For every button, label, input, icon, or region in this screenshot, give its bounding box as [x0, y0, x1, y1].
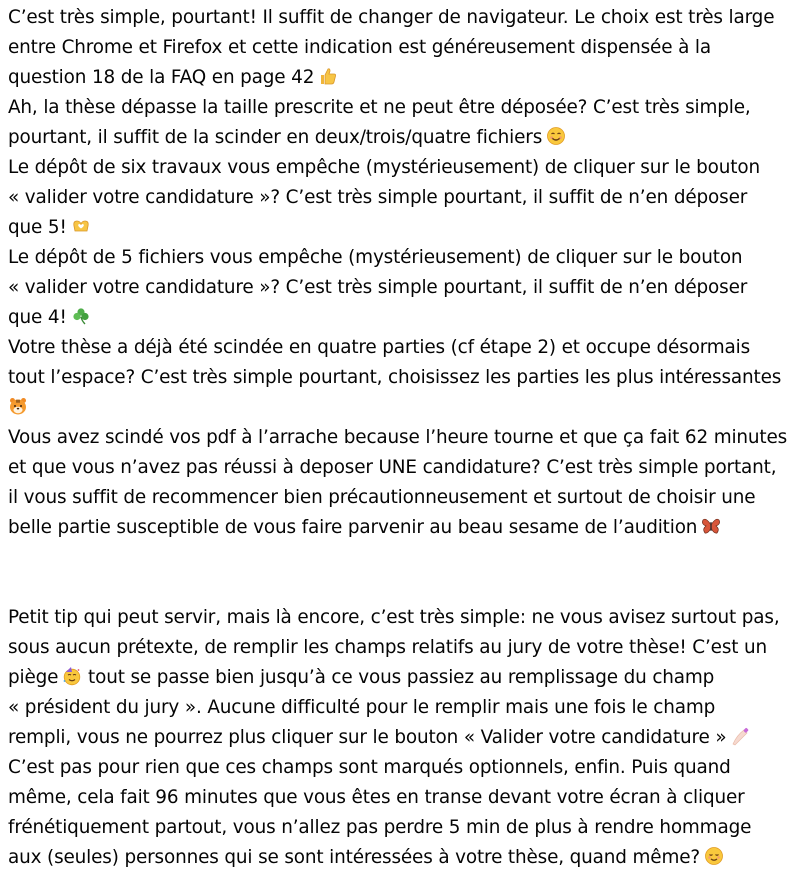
post-line: et que vous n’avez pas réussi à deposer UNE candidature? C’est très simple portant,: [8, 457, 777, 478]
post-line: « valider votre candidature »? C’est très simple pourtant, il suffit de n’en déposer: [8, 277, 748, 298]
partying-face-icon: [62, 666, 82, 686]
post-line: il vous suffit de recommencer bien précautionneusement et surtout de choisir une: [8, 487, 756, 508]
post-line: Le dépôt de 5 fichiers vous empêche (mystérieusement) de cliquer sur le bouton: [8, 247, 743, 268]
nail-polish-icon: [731, 726, 751, 746]
post-line: que 4!: [8, 303, 787, 333]
post-line: que 5!: [8, 213, 787, 243]
post-line: frénétiquement partout, vous n’allez pas perdre 5 min de plus à rendre hommage: [8, 817, 752, 838]
post-line: Votre thèse a déjà été scindée en quatre parties (cf étape 2) et occupe désormais: [8, 337, 751, 358]
post-line: pourtant, il suffit de la scinder en deux/trois/quatre fichiers: [8, 123, 787, 153]
post-line: « président du jury ». Aucune difficulté pour le remplir mais une fois le champ: [8, 697, 716, 718]
post-line: C’est pas pour rien que ces champs sont marqués optionnels, enfin. Puis quand: [8, 757, 731, 778]
post-line: rempli, vous ne pourrez plus cliquer sur le bouton « Valider votre candidature »: [8, 723, 787, 753]
relieved-face-icon: [704, 846, 724, 866]
post-line: belle partie susceptible de vous faire parvenir au beau sesame de l’audition: [8, 513, 787, 543]
post-line: [8, 393, 787, 423]
post-line: C’est très simple, pourtant! Il suffit de changer de navigateur. Le choix est très large: [8, 7, 775, 28]
post-line: question 18 de la FAQ en page 42: [8, 63, 787, 93]
post-line: piège tout se passe bien jusqu’à ce vous passiez au remplissage du champ: [8, 667, 715, 688]
post-line: Le dépôt de six travaux vous empêche (mystérieusement) de cliquer sur le bouton: [8, 157, 760, 178]
post-line: « valider votre candidature »? C’est très simple pourtant, il suffit de n’en déposer: [8, 187, 748, 208]
post-line: aux (seules) personnes qui se sont intéressées à votre thèse, quand même?: [8, 843, 787, 873]
post-line: Ah, la thèse dépasse la taille prescrite et ne peut être déposée? C’est très simple,: [8, 97, 751, 118]
butterfly-icon: [701, 516, 721, 536]
heart-hands-icon: [71, 216, 91, 236]
smiling-face-icon: [546, 126, 566, 146]
post-line: sous aucun prétexte, de remplir les champs relatifs au jury de votre thèse! C’est un: [8, 637, 768, 658]
blank-line: [8, 543, 787, 573]
thumbs-up-icon: [318, 66, 338, 86]
tiger-face-icon: [8, 396, 28, 416]
post-line: Petit tip qui peut servir, mais là encore, c’est très simple: ne vous avisez surtout pas,: [8, 607, 780, 628]
post-line: entre Chrome et Firefox et cette indication est généreusement dispensée à la: [8, 37, 711, 58]
post-line: même, cela fait 96 minutes que vous êtes en transe devant votre écran à cliquer: [8, 787, 745, 808]
shamrock-icon: [71, 306, 91, 326]
post-line: Vous avez scindé vos pdf à l’arrache because l’heure tourne et que ça fait 62 minutes: [8, 427, 787, 448]
blank-line: [8, 573, 787, 603]
post-text: [8, 3, 787, 873]
post-line: tout l’espace? C’est très simple pourtant, choisissez les parties les plus intéressantes: [8, 367, 782, 388]
